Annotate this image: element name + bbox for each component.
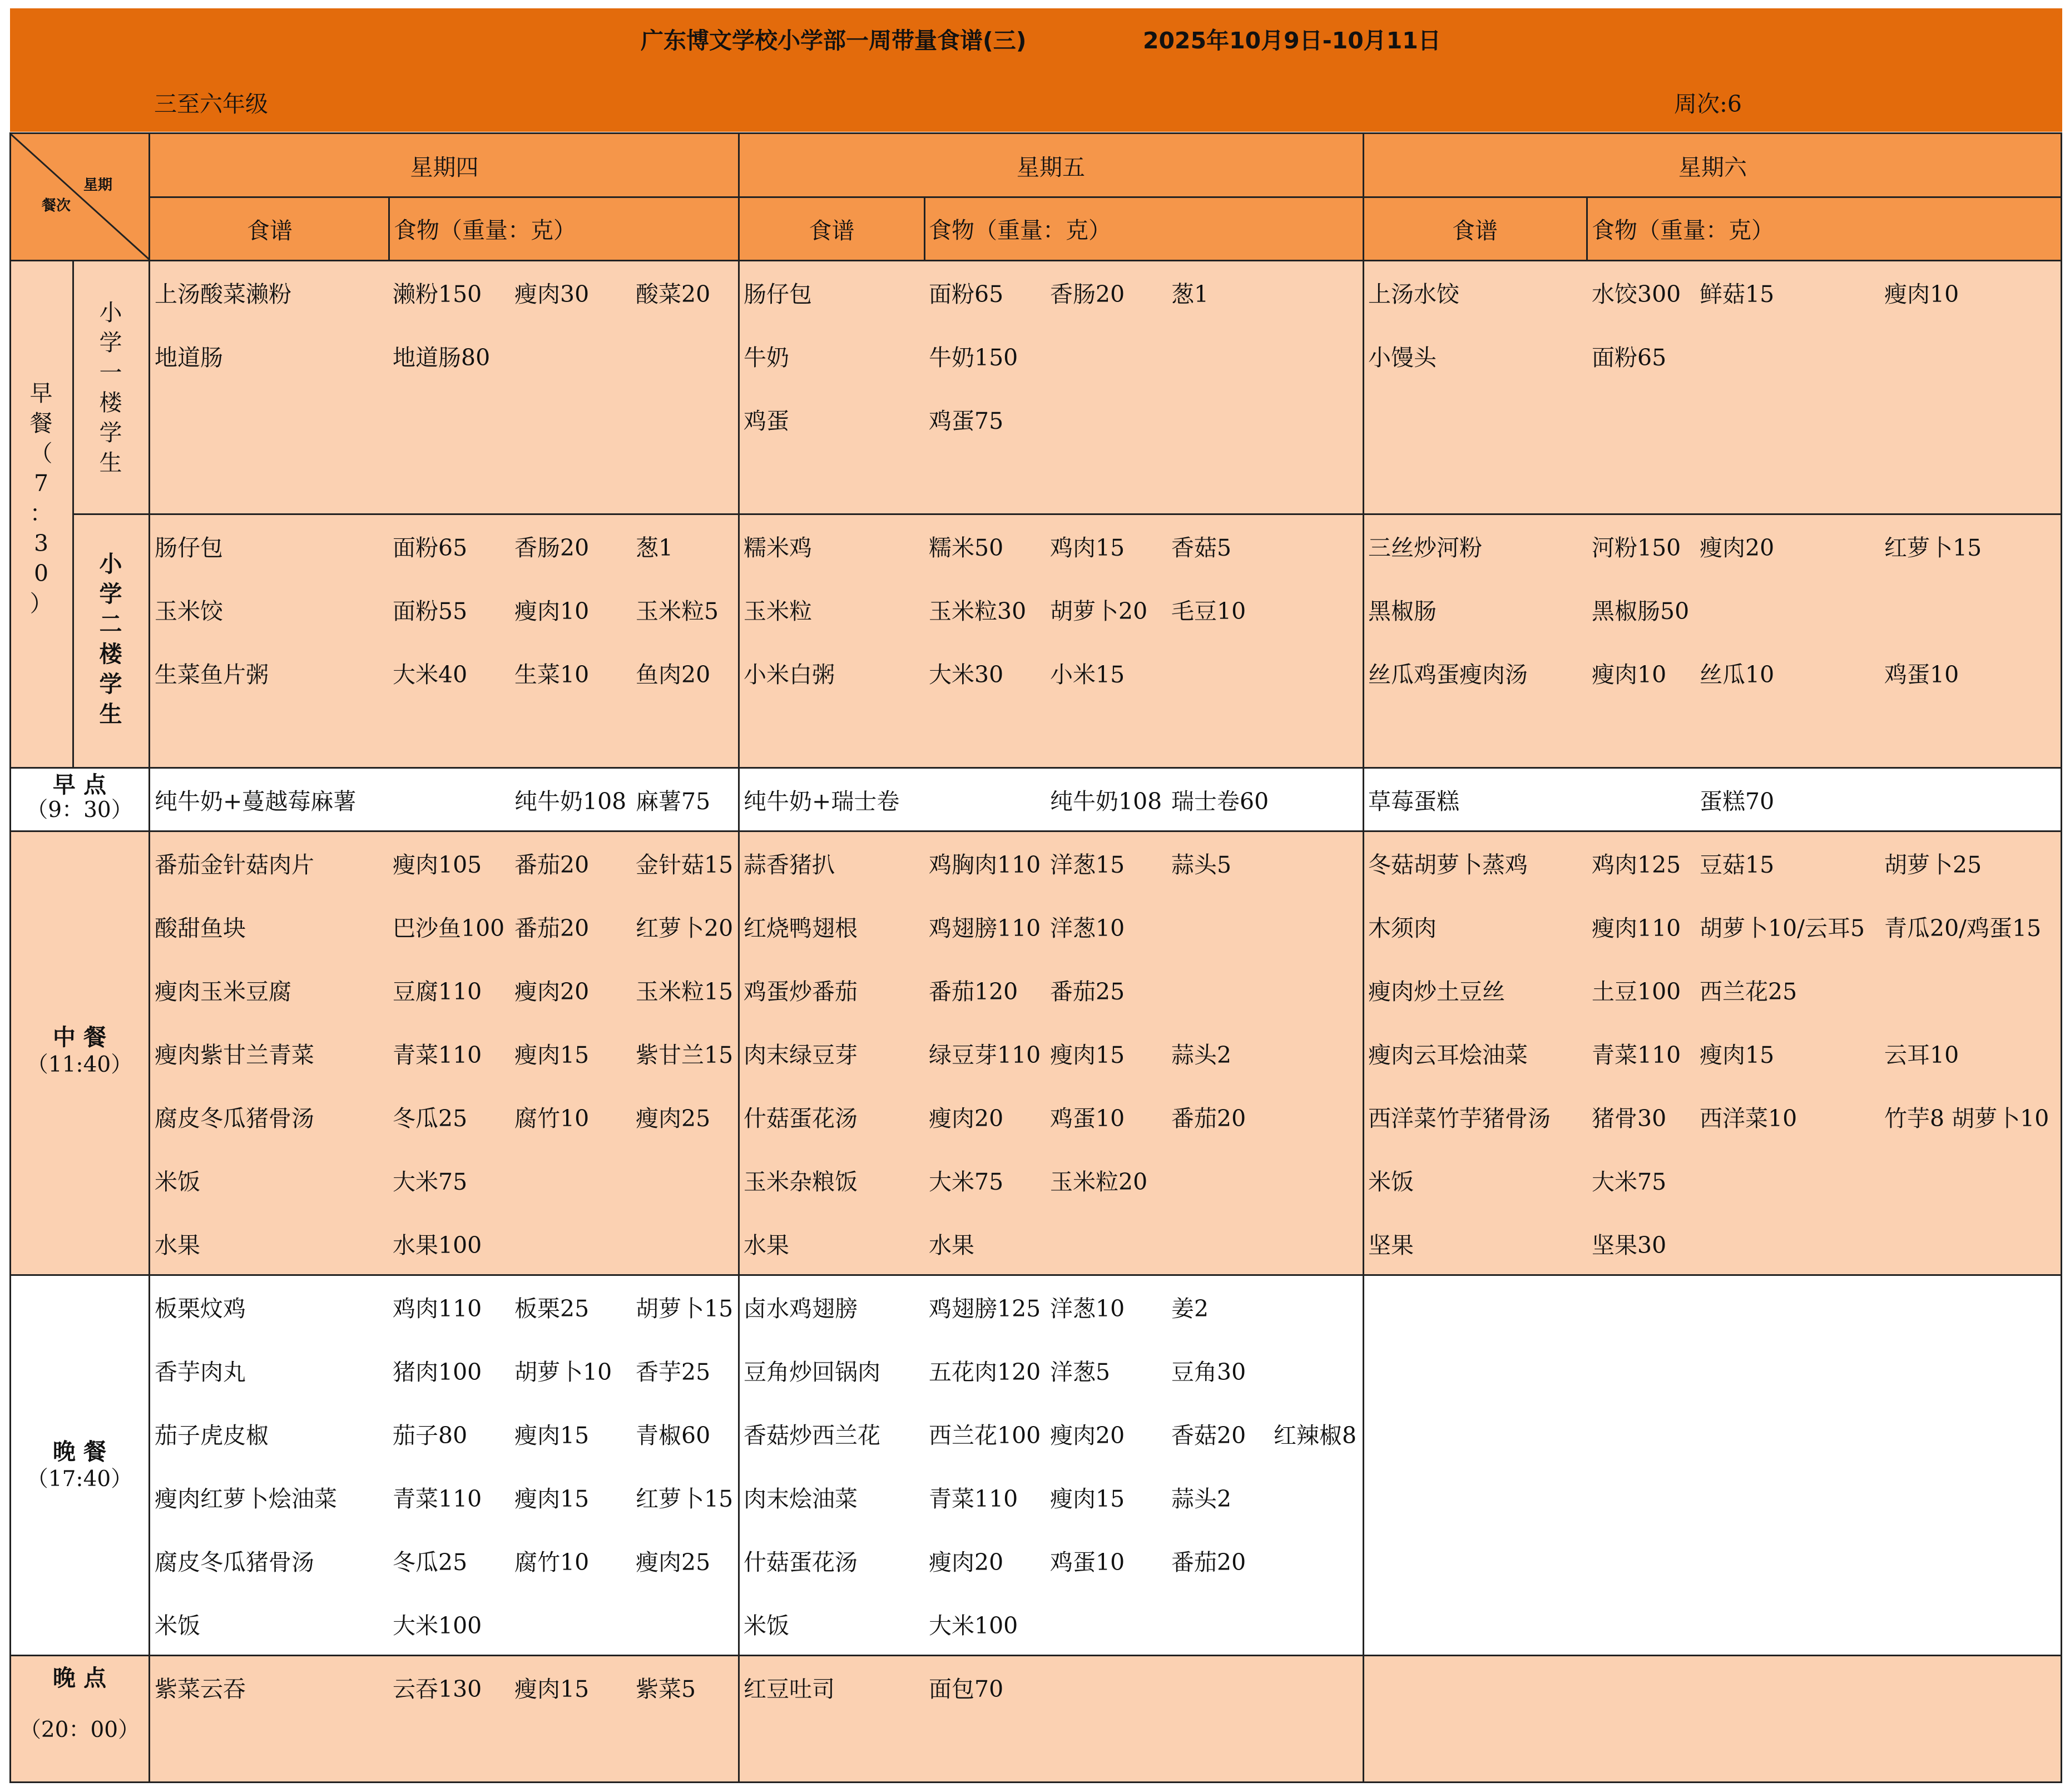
rule bbox=[10, 132, 2062, 134]
ingredient: 生菜10 bbox=[514, 661, 590, 688]
ingredient: 红萝卜20 bbox=[636, 915, 734, 942]
rule bbox=[149, 196, 2062, 198]
ingredient: 大米75 bbox=[1592, 1169, 1667, 1195]
ingredient: 玉米粒5 bbox=[636, 598, 719, 625]
dish-name: 紫菜云吞 bbox=[155, 1676, 246, 1702]
rule bbox=[10, 1274, 2062, 1276]
ingredient: 蒜头2 bbox=[1171, 1042, 1232, 1068]
ingredient: 瘦肉25 bbox=[636, 1549, 711, 1576]
date-range: 2025年10月9日-10月11日 bbox=[1143, 27, 1441, 54]
dish-name: 生菜鱼片粥 bbox=[155, 661, 269, 688]
ingredient: 巴沙鱼100 bbox=[393, 915, 505, 942]
dish-name: 香芋肉丸 bbox=[155, 1359, 246, 1385]
ingredient: 玉米粒20 bbox=[1050, 1169, 1148, 1195]
thu-food-header: 食物（重量：克） bbox=[394, 217, 576, 244]
dish-name: 腐皮冬瓜猪骨汤 bbox=[155, 1549, 314, 1576]
ingredient: 青椒60 bbox=[636, 1422, 711, 1449]
dish-name: 玉米杂粮饭 bbox=[744, 1169, 858, 1195]
ingredient: 红萝卜15 bbox=[1884, 534, 1982, 561]
ingredient: 洋葱10 bbox=[1050, 915, 1125, 942]
dish-name: 牛奶 bbox=[744, 344, 789, 371]
ingredient: 麻薯75 bbox=[636, 788, 711, 815]
ingredient: 面粉65 bbox=[1592, 344, 1667, 371]
rule bbox=[10, 1655, 2062, 1656]
ingredient: 洋葱10 bbox=[1050, 1295, 1125, 1322]
dish-name: 鸡蛋 bbox=[744, 408, 789, 434]
corner-top-label: 星期 bbox=[83, 177, 113, 194]
lunch-label bbox=[10, 1023, 149, 1079]
ingredient: 番茄20 bbox=[514, 915, 590, 942]
ingredient: 大米40 bbox=[393, 661, 468, 688]
breakfast-label-char: 餐 bbox=[29, 410, 53, 437]
week-label: 周次:6 bbox=[1674, 91, 1742, 117]
dish-name: 冬菇胡萝卜蒸鸡 bbox=[1368, 852, 1528, 878]
dish-name: 丝瓜鸡蛋瘦肉汤 bbox=[1368, 661, 1528, 688]
morning-snack-time: （9：30） bbox=[26, 798, 133, 823]
ingredient: 西兰花25 bbox=[1700, 978, 1797, 1005]
ingredient: 番茄20 bbox=[514, 852, 590, 878]
day-saturday: 星期六 bbox=[1678, 154, 1747, 181]
lunch-time: （11:40） bbox=[26, 1052, 133, 1077]
floor2-label-char: 二 bbox=[99, 611, 122, 637]
ingredient: 鸡翅膀110 bbox=[929, 915, 1041, 942]
ingredient: 水果 bbox=[929, 1232, 974, 1259]
ingredient: 鸡胸肉110 bbox=[929, 852, 1041, 878]
dish-name: 什菇蛋花汤 bbox=[744, 1549, 858, 1576]
dish-name: 红烧鸭翅根 bbox=[744, 915, 858, 942]
floor2-label-char: 楼 bbox=[99, 641, 122, 667]
ingredient: 瑞士卷60 bbox=[1171, 788, 1269, 815]
dish-name: 腐皮冬瓜猪骨汤 bbox=[155, 1105, 314, 1132]
dish-name: 地道肠 bbox=[155, 344, 223, 371]
rule bbox=[2061, 132, 2062, 1783]
dish-name: 板栗炆鸡 bbox=[155, 1295, 246, 1322]
ingredient: 云吞130 bbox=[393, 1676, 482, 1702]
ingredient: 板栗25 bbox=[514, 1295, 590, 1322]
day-thursday: 星期四 bbox=[410, 154, 479, 181]
ingredient: 面包70 bbox=[929, 1676, 1004, 1702]
ingredient: 番茄20 bbox=[1171, 1105, 1246, 1132]
ingredient: 黑椒肠50 bbox=[1592, 598, 1690, 625]
ingredient: 西兰花100 bbox=[929, 1422, 1041, 1449]
ingredient: 豆菇15 bbox=[1700, 852, 1775, 878]
dish-name: 三丝炒河粉 bbox=[1368, 534, 1482, 561]
dish-name: 米饭 bbox=[744, 1612, 789, 1639]
rule bbox=[388, 196, 390, 260]
dish-name: 西洋菜竹芋猪骨汤 bbox=[1368, 1105, 1551, 1132]
dish-name: 瘦肉玉米豆腐 bbox=[155, 978, 291, 1005]
dish-name: 番茄金针菇肉片 bbox=[155, 852, 314, 878]
rule bbox=[924, 196, 925, 260]
ingredient: 水饺300 bbox=[1592, 281, 1681, 308]
ingredient: 冬瓜25 bbox=[393, 1105, 468, 1132]
dish-name: 草莓蛋糕 bbox=[1368, 788, 1459, 815]
ingredient: 蒜头5 bbox=[1171, 852, 1232, 878]
dish-name: 上汤水饺 bbox=[1368, 281, 1459, 308]
ingredient: 瘦肉15 bbox=[1050, 1042, 1125, 1068]
ingredient: 鱼肉20 bbox=[636, 661, 711, 688]
dinner-bg bbox=[10, 1275, 2062, 1655]
breakfast-label-char: ： bbox=[29, 500, 53, 527]
floor1-label-char: 学 bbox=[99, 329, 122, 356]
rule bbox=[73, 513, 2062, 515]
ingredient: 五花肉120 bbox=[929, 1359, 1041, 1385]
dish-name: 米饭 bbox=[155, 1612, 200, 1639]
dish-name: 红豆吐司 bbox=[744, 1676, 835, 1702]
dish-name: 玉米饺 bbox=[155, 598, 223, 625]
dish-name: 玉米粒 bbox=[744, 598, 812, 625]
ingredient: 猪肉100 bbox=[393, 1359, 482, 1385]
ingredient: 蛋糕70 bbox=[1700, 788, 1775, 815]
ingredient: 红萝卜15 bbox=[636, 1486, 734, 1512]
ingredient: 腐竹10 bbox=[514, 1105, 590, 1132]
dish-name: 香菇炒西兰花 bbox=[744, 1422, 880, 1449]
sat-food-header: 食物（重量：克） bbox=[1592, 217, 1774, 244]
dish-name: 酸甜鱼块 bbox=[155, 915, 246, 942]
dish-name: 糯米鸡 bbox=[744, 534, 812, 561]
rule bbox=[148, 132, 150, 1783]
ingredient: 瘦肉20 bbox=[929, 1549, 1004, 1576]
ingredient: 玉米粒30 bbox=[929, 598, 1027, 625]
ingredient: 瘦肉10 bbox=[514, 598, 590, 625]
ingredient: 鸡肉125 bbox=[1592, 852, 1681, 878]
night-snack-time: （20：00） bbox=[19, 1717, 140, 1743]
ingredient: 鸡肉15 bbox=[1050, 534, 1125, 561]
ingredient: 竹芋8 胡萝卜10 bbox=[1884, 1105, 2049, 1132]
ingredient: 金针菇15 bbox=[636, 852, 734, 878]
ingredient: 水果100 bbox=[393, 1232, 482, 1259]
thu-recipe-header: 食谱 bbox=[247, 217, 293, 244]
ingredient: 姜2 bbox=[1171, 1295, 1209, 1322]
floor1-label-char: 学 bbox=[99, 419, 122, 446]
floor2-label-char: 小 bbox=[99, 551, 122, 577]
ingredient: 鲜菇15 bbox=[1700, 281, 1775, 308]
grade-label: 三至六年级 bbox=[154, 91, 268, 117]
ingredient: 洋葱15 bbox=[1050, 852, 1125, 878]
ingredient: 濑粉150 bbox=[393, 281, 482, 308]
dinner-time: （17:40） bbox=[26, 1467, 133, 1492]
lunch-name: 中 餐 bbox=[52, 1024, 107, 1051]
ingredient: 瘦肉20 bbox=[1700, 534, 1775, 561]
floor1-label-char: 小 bbox=[99, 299, 122, 326]
rule bbox=[738, 132, 740, 1783]
breakfast-label-char: ） bbox=[29, 590, 53, 617]
night-snack-label bbox=[10, 1664, 149, 1744]
rule bbox=[10, 767, 2062, 769]
ingredient: 毛豆10 bbox=[1171, 598, 1246, 625]
day-friday: 星期五 bbox=[1017, 154, 1085, 181]
ingredient: 坚果30 bbox=[1592, 1232, 1667, 1259]
morning-snack-name: 早 点 bbox=[52, 771, 107, 798]
ingredient: 纯牛奶108 bbox=[514, 788, 627, 815]
ingredient: 牛奶150 bbox=[929, 344, 1018, 371]
ingredient: 瘦肉25 bbox=[636, 1105, 711, 1132]
ingredient: 瘦肉20 bbox=[514, 978, 590, 1005]
dish-name: 坚果 bbox=[1368, 1232, 1414, 1259]
ingredient: 青菜110 bbox=[393, 1042, 482, 1068]
ingredient: 丝瓜10 bbox=[1700, 661, 1775, 688]
ingredient: 瘦肉10 bbox=[1884, 281, 1959, 308]
dish-name: 黑椒肠 bbox=[1368, 598, 1437, 625]
ingredient: 大米100 bbox=[393, 1612, 482, 1639]
dish-name: 瘦肉云耳烩油菜 bbox=[1368, 1042, 1528, 1068]
ingredient: 瘦肉15 bbox=[514, 1676, 590, 1702]
dish-name: 小馒头 bbox=[1368, 344, 1437, 371]
ingredient: 茄子80 bbox=[393, 1422, 468, 1449]
dish-name: 肉末烩油菜 bbox=[744, 1486, 858, 1512]
dinner-label bbox=[10, 1438, 149, 1493]
ingredient: 红辣椒8 bbox=[1274, 1422, 1357, 1449]
dish-name: 肉末绿豆芽 bbox=[744, 1042, 858, 1068]
ingredient: 瘦肉30 bbox=[514, 281, 590, 308]
ingredient: 糯米50 bbox=[929, 534, 1004, 561]
ingredient: 胡萝卜10 bbox=[514, 1359, 612, 1385]
ingredient: 小米15 bbox=[1050, 661, 1125, 688]
ingredient: 大米30 bbox=[929, 661, 1004, 688]
page-title: 广东博文学校小学部一周带量食谱(三) bbox=[641, 27, 1027, 54]
ingredient: 香菇20 bbox=[1171, 1422, 1246, 1449]
floor1-label bbox=[73, 298, 148, 478]
dish-name: 纯牛奶+蔓越莓麻薯 bbox=[155, 788, 356, 815]
ingredient: 玉米粒15 bbox=[636, 978, 734, 1005]
dish-name: 肠仔包 bbox=[744, 281, 812, 308]
ingredient: 胡萝卜10/云耳5 bbox=[1700, 915, 1865, 942]
ingredient: 鸡肉110 bbox=[393, 1295, 482, 1322]
ingredient: 西洋菜10 bbox=[1700, 1105, 1797, 1132]
ingredient: 瘦肉10 bbox=[1592, 661, 1667, 688]
ingredient: 青菜110 bbox=[1592, 1042, 1681, 1068]
breakfast-label-char: 早 bbox=[29, 380, 53, 407]
ingredient: 云耳10 bbox=[1884, 1042, 1959, 1068]
ingredient: 绿豆芽110 bbox=[929, 1042, 1041, 1068]
rule bbox=[1363, 132, 1364, 1783]
ingredient: 瘦肉15 bbox=[514, 1042, 590, 1068]
floor2-label-char: 学 bbox=[99, 581, 122, 607]
floor2-label-char: 学 bbox=[99, 671, 122, 697]
floor2-label bbox=[73, 549, 148, 729]
ingredient: 瘦肉20 bbox=[1050, 1422, 1125, 1449]
morning-snack-label bbox=[10, 768, 149, 831]
ingredient: 紫菜5 bbox=[636, 1676, 696, 1702]
ingredient: 河粉150 bbox=[1592, 534, 1681, 561]
dish-name: 上汤酸菜濑粉 bbox=[155, 281, 291, 308]
ingredient: 胡萝卜20 bbox=[1050, 598, 1148, 625]
dish-name: 瘦肉炒土豆丝 bbox=[1368, 978, 1505, 1005]
ingredient: 面粉55 bbox=[393, 598, 468, 625]
night-snack-name: 晚 点 bbox=[52, 1665, 107, 1691]
ingredient: 腐竹10 bbox=[514, 1549, 590, 1576]
ingredient: 大米75 bbox=[929, 1169, 1004, 1195]
ingredient: 鸡蛋10 bbox=[1050, 1549, 1125, 1576]
dish-name: 水果 bbox=[155, 1232, 200, 1259]
ingredient: 香菇5 bbox=[1171, 534, 1232, 561]
ingredient: 葱1 bbox=[1171, 281, 1209, 308]
dish-name: 肠仔包 bbox=[155, 534, 223, 561]
dish-name: 纯牛奶+瑞士卷 bbox=[744, 788, 900, 815]
ingredient: 冬瓜25 bbox=[393, 1549, 468, 1576]
ingredient: 瘦肉15 bbox=[514, 1486, 590, 1512]
dish-name: 小米白粥 bbox=[744, 661, 835, 688]
corner-bottom-label: 餐次 bbox=[42, 197, 71, 214]
ingredient: 瘦肉110 bbox=[1592, 915, 1681, 942]
ingredient: 香肠20 bbox=[514, 534, 590, 561]
title-banner bbox=[10, 8, 2062, 132]
ingredient: 土豆100 bbox=[1592, 978, 1681, 1005]
ingredient: 青菜110 bbox=[929, 1486, 1018, 1512]
ingredient: 鸡蛋10 bbox=[1884, 661, 1959, 688]
ingredient: 胡萝卜25 bbox=[1884, 852, 1982, 878]
breakfast-label-char: 3 bbox=[33, 530, 49, 557]
fri-food-header: 食物（重量：克） bbox=[929, 217, 1111, 244]
ingredient: 香肠20 bbox=[1050, 281, 1125, 308]
dish-name: 蒜香猪扒 bbox=[744, 852, 835, 878]
rule bbox=[10, 1781, 2062, 1783]
ingredient: 洋葱5 bbox=[1050, 1359, 1111, 1385]
ingredient: 瘦肉20 bbox=[929, 1105, 1004, 1132]
ingredient: 鸡蛋10 bbox=[1050, 1105, 1125, 1132]
night-snack-bg bbox=[10, 1655, 2062, 1782]
ingredient: 地道肠80 bbox=[393, 344, 491, 371]
sat-recipe-header: 食谱 bbox=[1452, 217, 1498, 244]
ingredient: 鸡翅膀125 bbox=[929, 1295, 1041, 1322]
dish-name: 卤水鸡翅膀 bbox=[744, 1295, 858, 1322]
ingredient: 胡萝卜15 bbox=[636, 1295, 734, 1322]
ingredient: 猪骨30 bbox=[1592, 1105, 1667, 1132]
ingredient: 番茄20 bbox=[1171, 1549, 1246, 1576]
dish-name: 茄子虎皮椒 bbox=[155, 1422, 269, 1449]
dish-name: 水果 bbox=[744, 1232, 789, 1259]
ingredient: 番茄120 bbox=[929, 978, 1018, 1005]
ingredient: 酸菜20 bbox=[636, 281, 711, 308]
dinner-name: 晚 餐 bbox=[52, 1438, 107, 1465]
ingredient: 豆角30 bbox=[1171, 1359, 1246, 1385]
ingredient: 瘦肉15 bbox=[1050, 1486, 1125, 1512]
dish-name: 木须肉 bbox=[1368, 915, 1437, 942]
dish-name: 米饭 bbox=[1368, 1169, 1414, 1195]
dish-name: 鸡蛋炒番茄 bbox=[744, 978, 858, 1005]
dish-name: 豆角炒回锅肉 bbox=[744, 1359, 880, 1385]
ingredient: 青瓜20/鸡蛋15 bbox=[1884, 915, 2042, 942]
ingredient: 面粉65 bbox=[929, 281, 1004, 308]
ingredient: 青菜110 bbox=[393, 1486, 482, 1512]
dish-name: 什菇蛋花汤 bbox=[744, 1105, 858, 1132]
rule bbox=[10, 830, 2062, 832]
ingredient: 大米75 bbox=[393, 1169, 468, 1195]
floor1-label-char: 楼 bbox=[99, 389, 122, 416]
ingredient: 瘦肉15 bbox=[514, 1422, 590, 1449]
rule bbox=[1586, 196, 1588, 260]
ingredient: 蒜头2 bbox=[1171, 1486, 1232, 1512]
ingredient: 纯牛奶108 bbox=[1050, 788, 1162, 815]
ingredient: 瘦肉15 bbox=[1700, 1042, 1775, 1068]
ingredient: 香芋25 bbox=[636, 1359, 711, 1385]
ingredient: 葱1 bbox=[636, 534, 674, 561]
breakfast-label-char: 7 bbox=[33, 470, 49, 497]
dish-name: 米饭 bbox=[155, 1169, 200, 1195]
ingredient: 面粉65 bbox=[393, 534, 468, 561]
floor1-label-char: 生 bbox=[99, 449, 122, 476]
breakfast-label-char: （ bbox=[29, 440, 53, 467]
ingredient: 紫甘兰15 bbox=[636, 1042, 734, 1068]
dish-name: 瘦肉红萝卜烩油菜 bbox=[155, 1486, 337, 1512]
corner-diagonal bbox=[10, 133, 150, 260]
breakfast-label-char: 0 bbox=[33, 560, 49, 587]
dish-name: 瘦肉紫甘兰青菜 bbox=[155, 1042, 314, 1068]
ingredient: 番茄25 bbox=[1050, 978, 1125, 1005]
fri-recipe-header: 食谱 bbox=[809, 217, 855, 244]
ingredient: 瘦肉105 bbox=[393, 852, 482, 878]
ingredient: 大米100 bbox=[929, 1612, 1018, 1639]
floor2-label-char: 生 bbox=[99, 701, 122, 727]
ingredient: 豆腐110 bbox=[393, 978, 482, 1005]
breakfast-label bbox=[10, 378, 72, 618]
floor1-label-char: 一 bbox=[99, 359, 122, 386]
ingredient: 鸡蛋75 bbox=[929, 408, 1004, 434]
rule bbox=[10, 260, 2062, 261]
